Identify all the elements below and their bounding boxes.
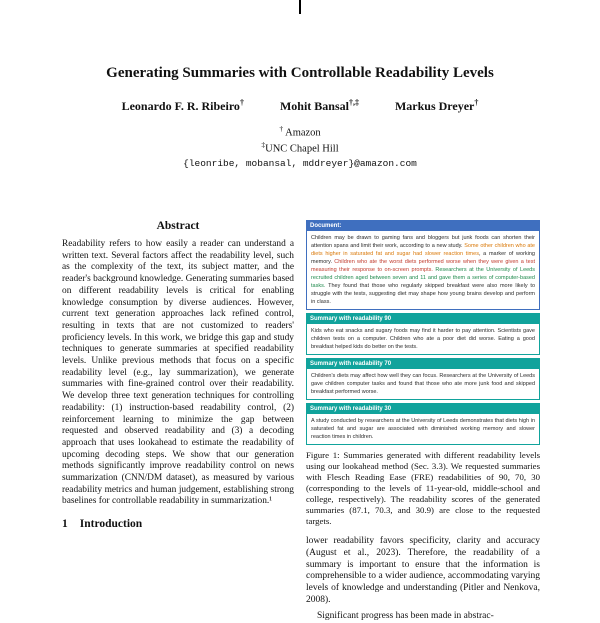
document-highlight-red: Children who ate the worst diets performed worse when they were given a test measuring their response to on-screen prompts. <box>311 259 535 273</box>
figure-box-document-body <box>307 231 539 309</box>
document-highlight-orange: Some other children who ate diets higher in saturated fat and sugar had slower reaction times <box>311 243 535 257</box>
document-text-segment: They found that those who regularly skipped breakfast were also more likely to struggle with the tests, suggesting diet may shape how young brains develop and perform in class. <box>311 283 536 305</box>
author: Markus Dreyer† <box>394 98 479 113</box>
author-affiliation-mark: † <box>474 98 479 107</box>
figure-box-summary-70 <box>306 358 540 400</box>
author: Leonardo F. R. Ribeiro† <box>121 98 244 113</box>
figure-box-summary-70-body: Children's diets may affect how well they can focus. Researchers at the University of Leeds gave children computer tasks and found that those who ate more junk food and skipped breakfast performed worse. <box>311 373 535 395</box>
right-column <box>306 220 540 621</box>
abstract-text: Readability refers to how easily a reader can understand a written text. Several factors affect the readability level, such as the complexity of the text, its subject matter, and the reader's background knowledge. Generating summaries based on different readability levels is critical for enabling knowledge consumption by diverse audiences. However, current text generation approaches lack refined control, resulting in texts that are not customized to readers' proficiency levels. In this work, we bridge this gap and study techniques to generate summaries at specified readability levels. Unlike previous methods that focus on a specific readability level (e.g., lay summarization), we generate summaries with fine-grained control over their readability. We develop three text generation techniques for controlling readability: (1) instruction-based readability control, (2) reinforcement learning to minimize the gap between requested and observed readability and (3) a decoding approach that uses lookahead to estimate the readability of upcoming decoding steps. We show that our generation methods significantly improve readability control on news summarization (CNN/DM dataset), as measured by various readability metrics and human judgement, establishing strong baselines for controllable readability in summarization.¹ <box>62 239 294 507</box>
affiliation-line: † Amazon <box>279 124 321 139</box>
author-list <box>0 98 600 114</box>
abstract-heading: Abstract <box>156 220 200 232</box>
section-heading-introduction <box>62 518 294 530</box>
figure-box-summary-70-header: Summary with readability 70 <box>307 359 539 369</box>
figure-caption: Figure 1: Summaries generated with different readability levels using our lookahead method (Sec. 3.3). We requested summaries with Flesch Reading Ease (FRE) readabilities of 90, 70, 30 (corresponding to the levels of 11-year-old, middle-school and college, respectively). The readability scores of the generated summaries (87.1, 70.3, and 30.9) are close to the requested targets. <box>306 450 540 526</box>
document-highlight-green: Researchers at the University of Leeds recruited children aged between seven and 11 and gave them a series of computer-based tasks. <box>311 267 535 289</box>
left-column <box>62 220 294 600</box>
author: Mohit Bansal†,‡ <box>279 98 359 113</box>
paper-title: Generating Summaries with Controllable Readability Levels <box>106 65 494 81</box>
figure-box-document <box>306 220 540 310</box>
document-text-segment: , a marker of working memory. <box>311 251 535 265</box>
contact-email: {leonribe, mobansal, mddreyer}@amazon.com <box>183 158 417 170</box>
document-text-segment: Children may be drawn to gaming fans and bloggers but junk foods can shorten their attention spans and limit their work, according to a new study. <box>311 235 535 249</box>
author-affiliation-mark: † <box>239 98 244 107</box>
section-number: 1 <box>62 518 68 531</box>
figure-box-summary-90-body: Kids who eat snacks and sugary foods may find it harder to pay attention. Scientists gave children tests on a computer. Children who ate a poor diet did worse. Eating a good breakfast helped kids do better on the tests. <box>311 328 535 350</box>
figure-box-summary-90 <box>306 313 540 355</box>
figure-box-summary-30 <box>306 403 540 445</box>
crop-mark <box>299 0 301 14</box>
body-paragraph: lower readability favors specificity, clarity and accuracy (August et al., 2023). Therefore, the readability of a summary is important to ensure that the information is comprehensible to a wider audience, accommodating varying levels of knowledge and understanding (Pitler and Nenkova, 2008). <box>306 536 540 605</box>
figure-box-summary-90-header: Summary with readability 90 <box>307 314 539 324</box>
section-title: Introduction <box>79 518 143 531</box>
figure-box-document-header: Document: <box>307 221 539 231</box>
figure-box-summary-30-body: A study conducted by researchers at the University of Leeds demonstrates that diets high in saturated fat and sugar are associated with diminished working memory and slower reaction times in children. <box>311 418 535 440</box>
body-paragraph-cutoff: Significant progress has been made in abstrac- <box>317 610 494 621</box>
affiliation-line: ‡UNC Chapel Hill <box>261 139 339 155</box>
figure-box-summary-30-header: Summary with readability 30 <box>307 404 539 414</box>
author-affiliation-mark: †,‡ <box>348 98 359 107</box>
paper-header <box>0 64 600 169</box>
